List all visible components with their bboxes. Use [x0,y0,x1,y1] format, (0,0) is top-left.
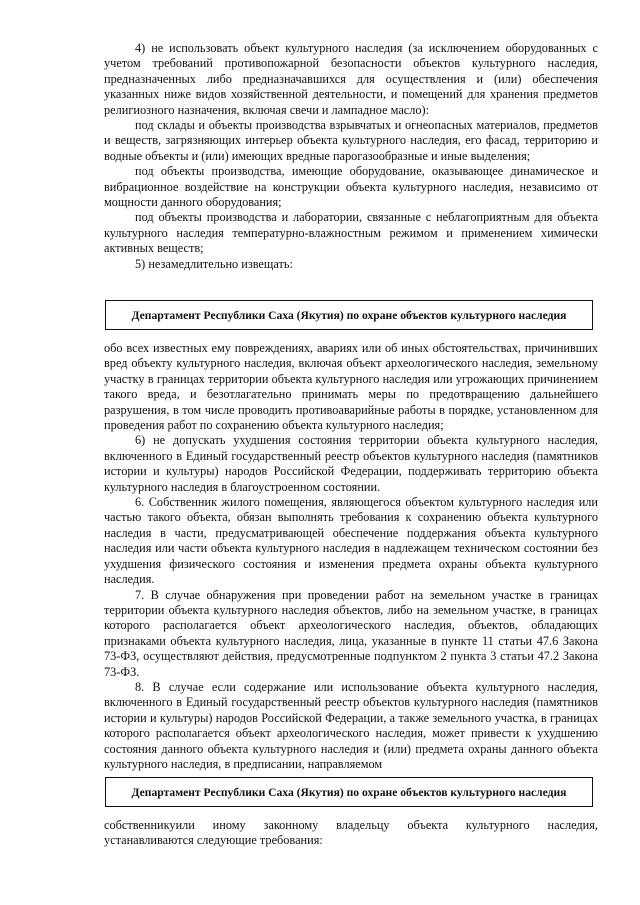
department-name-box-1: Департамент Республики Саха (Якутия) по охране объектов культурного наследия [105,300,593,330]
paragraph-warehouses: под склады и объекты производства взрывчатых и огнеопасных материалов, предметов и веществ, загрязняющих интерьер объекта культурного наследия, его фасад, территорию и водные объекты и (или) имеющих вредные парогазообразные и иные выделения; [104,118,598,163]
paragraph-damage-notice: обо всех известных ему повреждениях, авариях или об иных обстоятельствах, причинивших вред объекту культурного наследия, включая объект археологического наследия, земельному участку в границах территории объекта культурного наследия или угрожающих причинением такого вреда, и безотлагательно принимать меры по предотвращению дальнейшего разрушения, в том числе проводить противоаварийные работы в порядке, установленном для проведения работ по сохранению объекта культурного наследия; [104,341,598,433]
paragraph-item-6: 6) не допускать ухудшения состояния территории объекта культурного наследия, включенного в Единый государственный реестр объектов культурного наследия (памятников истории и культуры) народов Российской Федерации, поддерживать территорию объекта культурного наследия в благоустроенном состоянии. [104,433,598,494]
paragraph-requirements-intro: собственникуили иному законному владельцу объекта культурного наследия, устанавливаются следующие требования: [104,818,598,848]
document-text-block-3 [104,818,598,849]
paragraph-production-vibration: под объекты производства, имеющие оборудование, оказывающее динамическое и вибрационное воздействие на конструкции объекта культурного наследия, независимо от мощности данного оборудования; [104,164,598,210]
document-text-block-1 [104,41,598,272]
paragraph-section-8: 8. В случае если содержание или использование объекта культурного наследия, включенного в Единый государственный реестр объектов культурного наследия (памятников истории и культуры) народов Российской Федерации, а также земельного участка, в границах которого располагается объект археологического наследия, может привести к ухудшению состояния данного объекта культурного наследия и (или) предмета охраны данного объекта культурного наследия, в предписании, направляемом [104,679,598,771]
paragraph-item-5: 5) незамедлительно извещать: [135,256,293,271]
paragraph-section-6: 6. Собственник жилого помещения, являющегося объектом культурного наследия или частью такого объекта, обязан выполнять требования к сохранению объекта культурного наследия в части, предусматривающей обеспечение поддержания объекта культурного наследия или части объекта культурного наследия в надлежащем техническом состоянии без ухудшения физического состояния и изменения предмета охраны объекта культурного наследия. [104,495,598,587]
document-text-block-2 [104,341,598,772]
paragraph-item-4: 4) не использовать объект культурного наследия (за исключением оборудованных с учетом требований противопожарной безопасности объектов культурного наследия, предназначенных либо предназначавшихся для осуществления и (или) обеспечения указанных ниже видов хозяйственной деятельности, и помещений для хранения предметов религиозного назначения, включая свечи и лампадное масло): [104,41,598,117]
department-name-box-2: Департамент Республики Саха (Якутия) по охране объектов культурного наследия [105,777,593,807]
paragraph-section-7: 7. В случае обнаружения при проведении работ на земельном участке в границах территории объекта культурного наследия объектов, либо на земельном участке, в границах которого располагается объект археологического наследия, объектов, обладающих признаками объекта культурного наследия, лица, указанные в пункте 11 статьи 47.6 Закона 73-ФЗ, осуществляют действия, предусмотренные подпунктом 2 пункта 3 статьи 47.2 Закона 73-ФЗ. [104,587,598,679]
paragraph-laboratories: под объекты производства и лаборатории, связанные с неблагоприятным для объекта культурного наследия температурно-влажностным режимом и применением химически активных веществ; [104,210,598,256]
